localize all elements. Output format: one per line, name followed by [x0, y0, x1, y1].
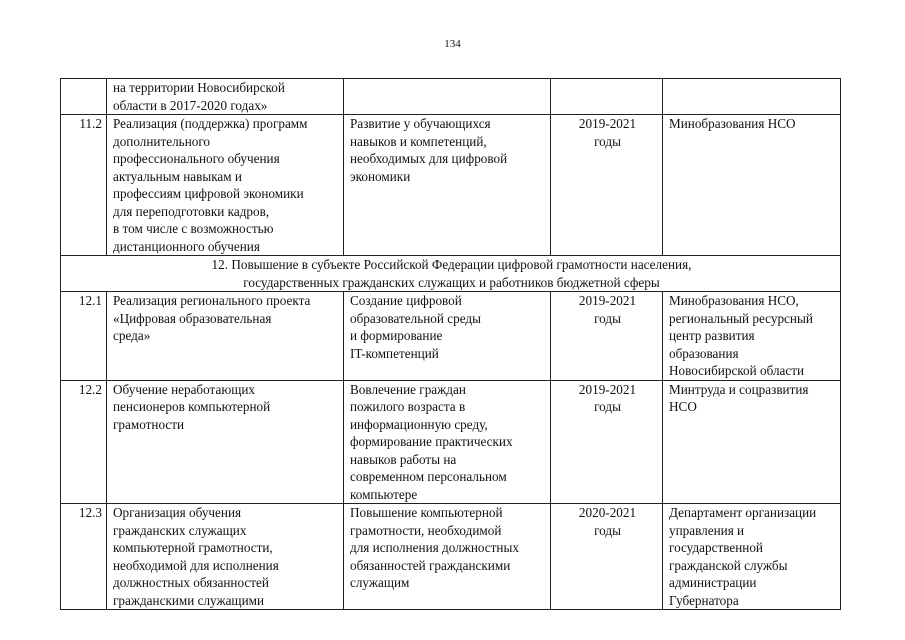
result-cell — [344, 79, 551, 115]
result-cell: Вовлечение граждан пожилого возраста в информационную среду, формирование практических навыков работы на современном персональном компьютере — [344, 380, 551, 504]
term-cell: 2019-2021 годы — [551, 292, 663, 381]
row-number: 12.1 — [61, 292, 107, 381]
row-number: 11.2 — [61, 115, 107, 256]
activity-cell: Обучение неработающих пенсионеров компьютерной грамотности — [107, 380, 344, 504]
table-row — [61, 115, 841, 256]
section-title: 12. Повышение в субъекте Российской Федерации цифровой грамотности населения, государственных гражданских служащих и работников бюджетной сферы — [61, 256, 841, 292]
result-cell: Повышение компьютерной грамотности, необходимой для исполнения должностных обязанностей гражданскими служащим — [344, 504, 551, 610]
activities-table — [60, 78, 841, 610]
activity-cell: Организация обучения гражданских служащих компьютерной грамотности, необходимой для исполнения должностных обязанностей гражданскими служащими — [107, 504, 344, 610]
page-number: 134 — [444, 38, 461, 50]
term-cell: 2019-2021 годы — [551, 115, 663, 256]
row-number: 12.2 — [61, 380, 107, 504]
table-row — [61, 292, 841, 381]
table-row — [61, 380, 841, 504]
activity-cell: Реализация регионального проекта «Цифровая образовательная среда» — [107, 292, 344, 381]
section-header-row — [61, 256, 841, 292]
table-row — [61, 79, 841, 115]
table-row — [61, 504, 841, 610]
executor-cell: Минобразования НСО — [663, 115, 841, 256]
term-cell — [551, 79, 663, 115]
result-cell: Развитие у обучающихся навыков и компетенций, необходимых для цифровой экономики — [344, 115, 551, 256]
executor-cell — [663, 79, 841, 115]
activity-cell: Реализация (поддержка) программ дополнительного профессионального обучения актуальным навыкам и профессиям цифровой экономики для переподготовки кадров, в том числе с возможностью дистанционного обучения — [107, 115, 344, 256]
term-cell: 2019-2021 годы — [551, 380, 663, 504]
executor-cell: Департамент организации управления и государственной гражданской службы администрации Губернатора — [663, 504, 841, 610]
row-number: 12.3 — [61, 504, 107, 610]
term-cell: 2020-2021 годы — [551, 504, 663, 610]
row-number — [61, 79, 107, 115]
executor-cell: Минобразования НСО, региональный ресурсный центр развития образования Новосибирской области — [663, 292, 841, 381]
executor-cell: Минтруда и соцразвития НСО — [663, 380, 841, 504]
result-cell: Создание цифровой образовательной среды и формирование IT-компетенций — [344, 292, 551, 381]
activity-cell: на территории Новосибирской области в 2017-2020 годах» — [107, 79, 344, 115]
